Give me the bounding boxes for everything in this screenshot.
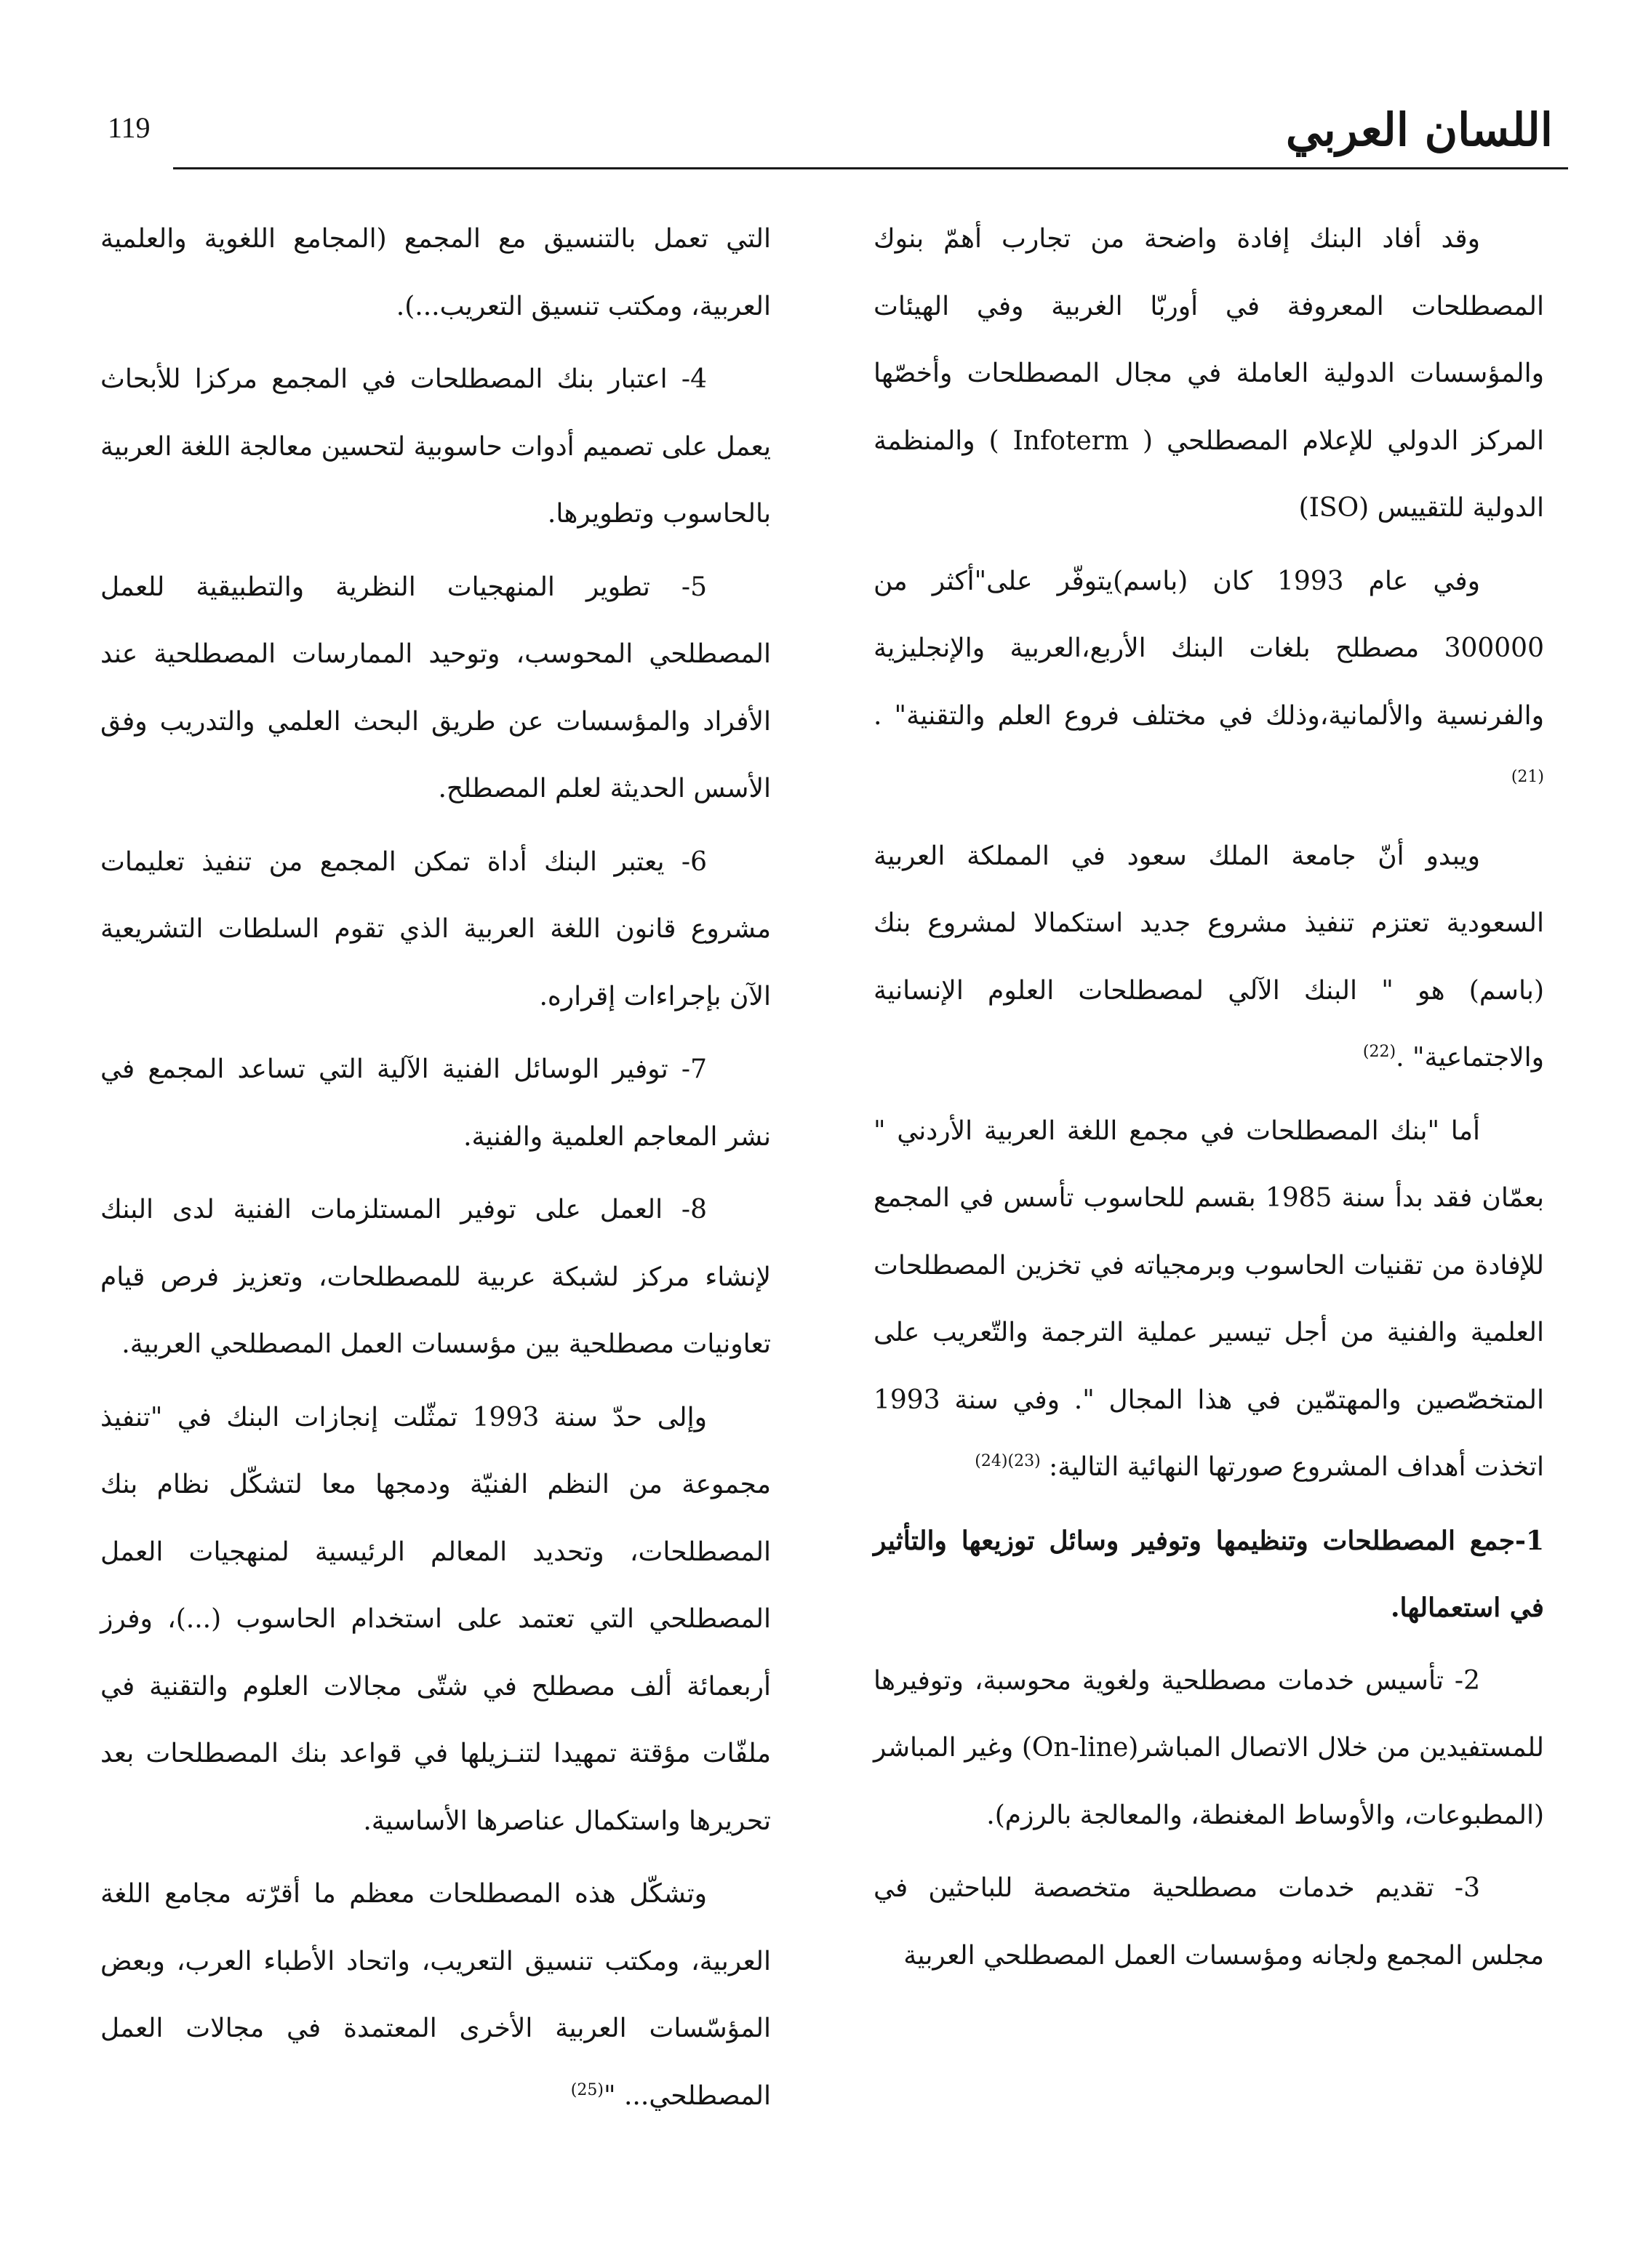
- list-item: التي تعمل بالتنسيق مع المجمع (المجامع اللغوية والعلمية العربية، ومكتب تنسيق التعريب...).: [100, 224, 771, 321]
- journal-title: اللسان العربي: [1285, 103, 1553, 156]
- list-item: 6- يعتبر البنك أداة تمكن المجمع من تنفيذ تعليمات مشروع قانون اللغة العربية الذي تقوم السلطات التشريعية الآن بإجراءات إقراره.: [100, 846, 771, 1011]
- list-item: 1-جمع المصطلحات وتنظيمها وتوفير وسائل توزيعها والتأثير في استعمالها.: [874, 1525, 1544, 1623]
- paragraph: وفي عام 1993 كان (باسم)يتوفّر على"أكثر من 300000 مصطلح بلغات البنك الأربع،العربية والإنجليزية والفرنسية والألمانية،وذلك في مختلف فروع العلم والتقنية" .$^{(21)}$: [874, 566, 1544, 786]
- paragraph: وتشكّل هذه المصطلحات معظم ما أقرّته مجامع اللغة العربية، ومكتب تنسيق التعريب، واتحاد الأطباء العرب، وبعض المؤسّسات العربية الأخرى المعتمدة في مجالات العمل المصطلحي... "$^{(25)}$: [100, 1879, 771, 2111]
- page-number: 119: [108, 111, 151, 144]
- left-column: [100, 206, 771, 2136]
- footnote-ref: (24): [975, 1452, 1008, 1470]
- paragraph: أما "بنك المصطلحات في مجمع اللغة العربية الأردني " بعمّان فقد بدأ سنة 1985 بقسم للحاسوب تأسس في المجمع للإفادة من تقنيات الحاسوب وبرمجياته في تخزين المصطلحات العلمية والفنية من أجل تيسير عملية الترجمة والتّعريب على المتخصّصين والمهتمّين في هذا المجال ". وفي سنة 1993 اتخذت أهداف المشروع صورتها النهائية التالية: $^{(23)(24)}$: [874, 1115, 1544, 1482]
- list-item: 5- تطوير المنهجيات النظرية والتطبيقية للعمل المصطلحي المحوسب، وتوحيد الممارسات المصطلحية عند الأفراد والمؤسسات عن طريق البحث العلمي والتدريب وفق الأسس الحديثة لعلم المصطلح.: [100, 572, 771, 804]
- list-item: 2- تأسيس خدمات مصطلحية ولغوية محوسبة، وتوفيرها للمستفيدين من خلال الاتصال المباشر(On-line) وغير المباشر (المطبوعات، والأوساط المغنطة، والمعالجة بالرزم).: [874, 1665, 1544, 1830]
- footnote-ref: (22): [1362, 1043, 1396, 1061]
- list-item: 3- تقديم خدمات مصطلحية متخصصة للباحثين في مجلس المجمع ولجانه ومؤسسات العمل المصطلحي العربية: [874, 1873, 1544, 1971]
- list-item: 8- العمل على توفير المستلزمات الفنية لدى البنك لإنشاء مركز لشبكة عربية للمصطلحات، وتعزيز فرص قيام تعاونيات مصطلحية بين مؤسسات العمل المصطلحي العربية.: [100, 1195, 771, 1359]
- footnote-ref: (23): [1007, 1452, 1041, 1470]
- footnote-ref: (21): [1511, 768, 1544, 786]
- footnote-ref: (25): [570, 2080, 604, 2099]
- list-item: 4- اعتبار بنك المصطلحات في المجمع مركزا للأبحاث يعمل على تصميم أدوات حاسوبية لتحسين معالجة اللغة العربية بالحاسوب وتطويرها.: [100, 364, 771, 529]
- header-rule: [173, 167, 1568, 169]
- list-item: 7- توفير الوسائل الفنية الآلية التي تساعد المجمع في نشر المعاجم العلمية والفنية.: [100, 1054, 771, 1152]
- paragraph: وإلى حدّ سنة 1993 تمثّلت إنجازات البنك في "تنفيذ مجموعة من النظم الفنيّة ودمجها معا لتشكّل نظام بنك المصطلحات، وتحديد المعالم الرئيسية لمنهجيات العمل المصطلحي التي تعتمد على استخدام الحاسوب (...)، وفرز أربعمائة ألف مصطلح في شتّى مجالات العلوم والتقنية في ملفّات مؤقتة تمهيدا لتنـزيلها في قواعد بنك المصطلحات بعد تحريرها واستكمال عناصرها الأساسية.: [100, 1402, 771, 1836]
- paragraph: ويبدو أنّ جامعة الملك سعود في المملكة العربية السعودية تعتزم تنفيذ مشروع جديد استكمالا لمشروع بنك (باسم) هو " البنك الآلي لمصطلحات العلوم الإنسانية والاجتماعية" .$^{(22)}$: [874, 841, 1544, 1073]
- right-column: [874, 206, 1544, 1995]
- paragraph: وقد أفاد البنك إفادة واضحة من تجارب أهمّ بنوك المصطلحات المعروفة في أوربّا الغربية وفي الهيئات والمؤسسات الدولية العاملة في مجال المصطلحات وأخصّها المركز الدولي للإعلام المصطلحي ( Infoterm ) والمنظمة الدولية للتقييس (ISO): [874, 224, 1545, 523]
